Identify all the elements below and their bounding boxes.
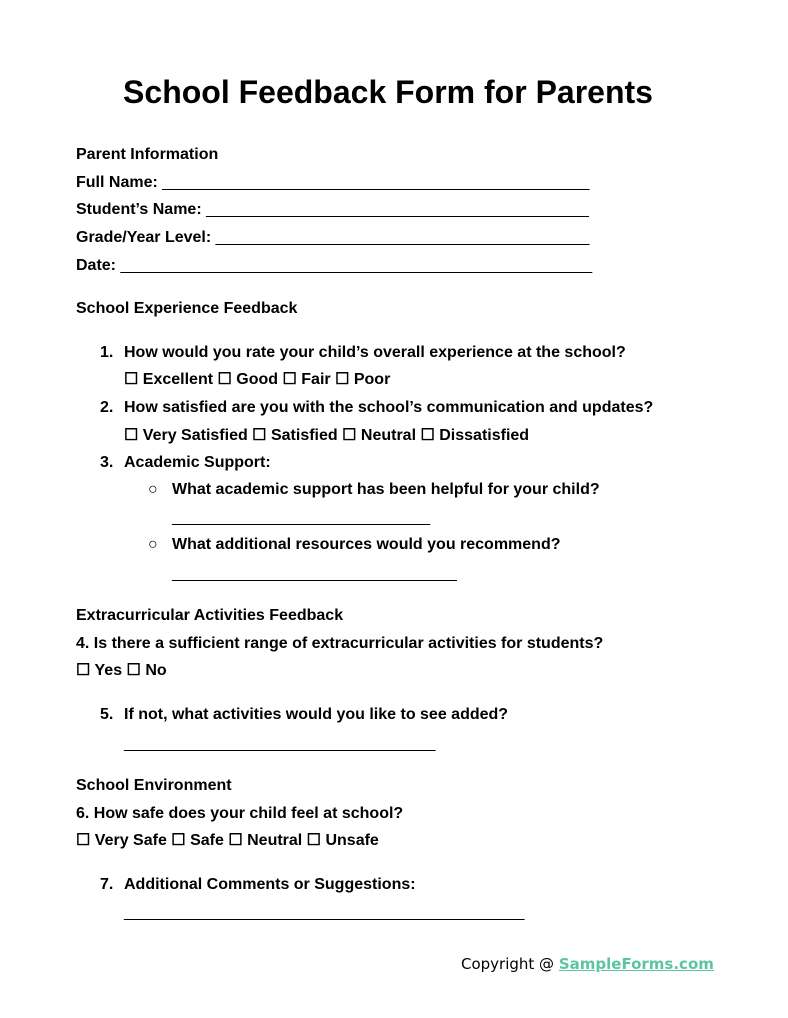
footer-copyright — [461, 955, 714, 973]
answer-blank-line[interactable]: ________________________________ — [172, 565, 457, 582]
field-label: Full Name: — [76, 174, 158, 191]
section-heading-parent-info: Parent Information — [76, 146, 219, 163]
question-3 — [100, 453, 271, 473]
sub-question-additional-resources: What additional resources would you recommend? — [172, 536, 561, 553]
sampleforms-link[interactable]: SampleForms.com — [558, 955, 714, 973]
question-1-options[interactable]: ☐ Excellent ☐ Good ☐ Fair ☐ Poor — [124, 371, 391, 388]
question-text: How would you rate your child’s overall experience at the school? — [124, 344, 626, 361]
question-5 — [100, 705, 508, 725]
question-2-options[interactable]: ☐ Very Satisfied ☐ Satisfied ☐ Neutral ☐ Dissatisfied — [124, 427, 530, 444]
field-label: Grade/Year Level: — [76, 229, 212, 246]
question-text: Academic Support: — [124, 454, 271, 471]
sub-question-helpful-support: What academic support has been helpful for your child? — [172, 481, 600, 498]
field-blank-line[interactable]: __________________________________________ — [215, 229, 590, 246]
sub-question-bullet: ○ — [148, 536, 158, 553]
section-heading-experience: School Experience Feedback — [76, 300, 298, 317]
list-number: 5. — [100, 706, 114, 723]
field-label: Date: — [76, 257, 117, 274]
question-2 — [100, 398, 653, 418]
question-text: How satisfied are you with the school’s communication and updates? — [124, 399, 654, 416]
list-number: 2. — [100, 399, 114, 416]
field-full-name[interactable] — [76, 173, 589, 193]
list-number: 3. — [100, 454, 114, 471]
question-text: If not, what activities would you like to see added? — [124, 706, 509, 723]
question-7 — [100, 875, 416, 895]
field-blank-line[interactable]: _____________________________________________________ — [120, 257, 593, 274]
sub-question-bullet: ○ — [148, 481, 158, 498]
answer-blank-line[interactable]: _____________________________________________ — [124, 904, 525, 921]
field-blank-line[interactable]: ________________________________________________ — [162, 174, 590, 191]
section-heading-environment: School Environment — [76, 777, 232, 794]
question-text: Additional Comments or Suggestions: — [124, 876, 416, 893]
question-1 — [100, 343, 626, 363]
copyright-text: Copyright @ — [461, 955, 559, 973]
answer-blank-line[interactable]: _____________________________ — [172, 509, 431, 526]
page-title: School Feedback Form for Parents — [123, 74, 653, 110]
field-student-name[interactable] — [76, 200, 589, 220]
question-6: 6. How safe does your child feel at school? — [76, 805, 404, 822]
question-4: 4. Is there a sufficient range of extracurricular activities for students? — [76, 635, 604, 652]
question-4-options[interactable]: ☐ Yes ☐ No — [76, 662, 167, 679]
field-label: Student’s Name: — [76, 201, 202, 218]
section-heading-extracurricular: Extracurricular Activities Feedback — [76, 607, 344, 624]
answer-blank-line[interactable]: ___________________________________ — [124, 735, 436, 752]
field-blank-line[interactable]: ___________________________________________ — [206, 201, 589, 218]
question-6-options[interactable]: ☐ Very Safe ☐ Safe ☐ Neutral ☐ Unsafe — [76, 832, 379, 849]
field-grade-year[interactable] — [76, 228, 589, 248]
field-date[interactable] — [76, 256, 592, 276]
list-number: 1. — [100, 344, 114, 361]
list-number: 7. — [100, 876, 114, 893]
